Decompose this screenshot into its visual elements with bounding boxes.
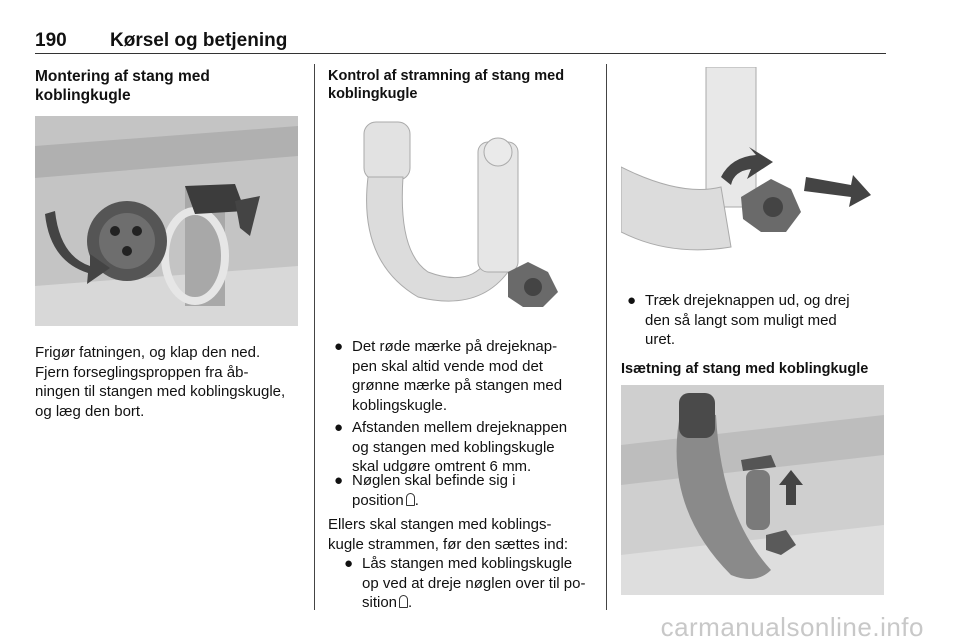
figure-socket-release (35, 116, 298, 326)
figure-pull-knob (621, 67, 884, 274)
column-divider-2 (606, 64, 607, 610)
page-number: 190 (35, 30, 67, 51)
bullet-red-mark: ● Det røde mærke på drejeknap- pen skal altid vende mod det grønne mærke på stangen med koblingskugle. (334, 338, 563, 414)
lock-closed-icon (406, 493, 415, 506)
section-heading-tension-check: Kontrol af stramning af stang med koblingkugle (328, 68, 565, 102)
bullet-key-position: ● Nøglen skal befinde sig i position . (334, 472, 516, 509)
mounting-instructions: Frigør fatningen, og klap den ned. Fjern forseglingsproppen fra åb- ningen til stangen med koblingskugle, og læg den bort. (35, 344, 286, 420)
lock-open-icon (399, 595, 408, 608)
figure-towbar-knob (328, 112, 591, 322)
tension-instruction: Ellers skal stangen med koblings- kugle strammen, før den sættes ind: (328, 516, 569, 553)
bullet-pull-knob: ● Træk drejeknappen ud, og drej den så langt som muligt med uret. (627, 292, 850, 348)
bullet-unlock: ● Lås stangen med koblingskugle op ved at dreje nøglen over til po- sition . (344, 555, 586, 611)
section-heading-insertion: Isætning af stang med koblingkugle (621, 361, 869, 377)
watermark: carmanualsonline.info (660, 612, 924, 642)
bullet-distance: ● Afstanden mellem drejeknappen og stangen med koblingskugle skal udgøre omtrent 6 mm. (334, 419, 568, 475)
header-rule (35, 53, 886, 54)
column-divider-1 (314, 64, 315, 610)
section-heading-mounting: Montering af stang med koblingkugle (35, 68, 210, 104)
chapter-title: Kørsel og betjening (110, 30, 288, 51)
figure-insert-towbar (621, 385, 884, 595)
